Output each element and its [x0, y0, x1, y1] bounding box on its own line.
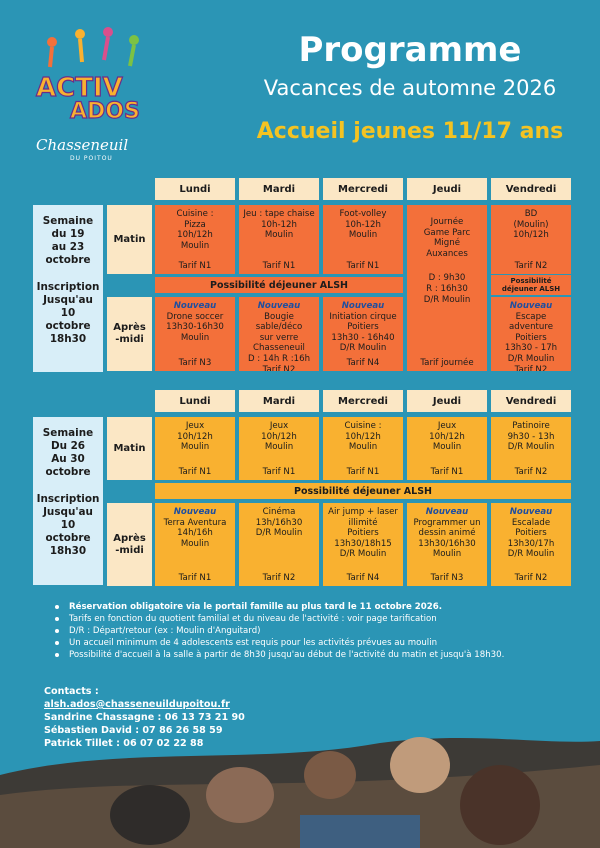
- nouveau-badge: Nouveau: [341, 301, 385, 311]
- activity-line: Terra Aventura: [163, 517, 227, 528]
- contact-person: Patrick Tillet : 06 07 02 22 88: [44, 738, 204, 749]
- week2-afternoon-activity: [155, 503, 235, 586]
- week-label-line: du 19: [51, 228, 85, 240]
- inscription-line: octobre: [45, 320, 91, 332]
- activity-line: Game Parc: [423, 227, 471, 238]
- week2-week-label: [33, 417, 103, 585]
- activity-line: sur verre: [259, 332, 299, 343]
- activity-line: Cuisine :: [176, 209, 214, 219]
- nouveau-badge: Nouveau: [173, 507, 217, 517]
- activity-tarif: Tarif N1: [178, 261, 212, 272]
- week2-lunch-band: Possibilité déjeuner ALSH: [155, 483, 571, 499]
- activity-tarif: Tarif N4: [346, 358, 380, 369]
- day-header-1: Mardi: [239, 178, 319, 200]
- activity-line: D/R Moulin: [507, 549, 555, 560]
- week1-morning-activity: [155, 205, 235, 274]
- inscription-line: Inscription: [36, 281, 100, 293]
- week2-afternoon-activity: [239, 503, 319, 586]
- week-label-line: Du 26: [50, 440, 86, 452]
- week1-morning-activity: [323, 205, 403, 274]
- activity-line: 13h30/17h: [507, 538, 555, 549]
- town-sub: DU POITOU: [70, 155, 113, 162]
- slot-line: -midi: [115, 544, 144, 556]
- activity-line: Chasseneuil: [253, 343, 305, 354]
- activity-line: Poitiers: [347, 322, 379, 333]
- activity-line: D : 9h30: [428, 273, 466, 284]
- activity-tarif: Tarif N1: [262, 261, 296, 272]
- photo-graphic: [0, 735, 600, 848]
- week1-slot-afternoon: [107, 297, 152, 371]
- week1-afternoon-activity: [155, 297, 235, 371]
- activity-line: Jeux: [185, 421, 205, 431]
- activity-line: Moulin: [432, 549, 462, 560]
- band-line: Possibilité: [510, 277, 552, 285]
- note-item: Un accueil minimum de 4 adolescents est requis pour les activités prévues au moulin: [55, 637, 595, 649]
- activity-line: Moulin: [348, 230, 378, 241]
- week2-afternoon-activity: [407, 503, 487, 586]
- day-header-2: Mercredi: [323, 178, 403, 200]
- week1-slot-morning: Matin: [107, 205, 152, 274]
- activity-line: Moulin: [432, 442, 462, 453]
- activity-line: dessin animé: [418, 528, 476, 539]
- page-tagline: Accueil jeunes 11/17 ans: [256, 119, 564, 144]
- day-header-2: Mercredi: [323, 390, 403, 412]
- activity-line: (Moulin): [513, 219, 549, 230]
- activity-line: 10h/12h: [177, 431, 213, 442]
- activity-line: illimité: [348, 517, 378, 528]
- activity-line: D/R Moulin: [507, 442, 555, 453]
- week1-morning-activity: [491, 205, 571, 274]
- contacts-heading: Contacts :: [44, 686, 99, 697]
- activity-tarif: Tarif N2: [514, 467, 548, 478]
- activity-line: D/R Moulin: [423, 294, 471, 305]
- week1-morning-activity: [239, 205, 319, 274]
- inscription-line: Inscription: [36, 493, 100, 505]
- week-label-line: octobre: [45, 466, 91, 478]
- activity-line: Bougie sable/déco: [255, 311, 303, 333]
- activity-line: Moulin: [264, 230, 294, 241]
- activity-line: Air jump + laser: [328, 507, 398, 517]
- band-line: déjeuner ALSH: [501, 285, 561, 293]
- activity-line: Poitiers: [347, 528, 379, 539]
- activity-line: D/R Moulin: [339, 549, 387, 560]
- logo-word-2: ADOS: [70, 99, 140, 124]
- activity-tarif: Tarif N1: [178, 467, 212, 478]
- week1-lunch-band: Possibilité déjeuner ALSH: [155, 277, 403, 293]
- activity-line: Poitiers: [515, 528, 547, 539]
- activity-line: Journée: [430, 217, 464, 227]
- day-header-4: Vendredi: [491, 178, 571, 200]
- activity-line: Moulin: [348, 442, 378, 453]
- activity-line: Foot-volley: [339, 209, 387, 219]
- activity-line: Poitiers: [515, 332, 547, 343]
- activity-line: D/R Moulin: [255, 528, 303, 539]
- activity-tarif: Tarif N3: [178, 358, 212, 369]
- activ-ados-logo: [30, 22, 160, 162]
- activity-line: Jeu : tape chaise: [243, 209, 315, 219]
- activity-line: 10h/12h: [261, 431, 297, 442]
- activity-line: 10h/12h: [177, 230, 213, 241]
- inscription-line: Jusqu'au: [43, 294, 93, 306]
- activity-line: Pizza: [184, 219, 206, 230]
- activity-tarif: Tarif N1: [430, 467, 464, 478]
- activity-tarif: Tarif N1: [346, 261, 380, 272]
- week1-afternoon-activity: [491, 297, 571, 371]
- week2-morning-activity: [407, 417, 487, 480]
- inscription-line: 10: [60, 307, 76, 319]
- logo-word: ACTIV: [36, 73, 123, 103]
- activity-line: Cuisine :: [344, 421, 382, 431]
- activity-tarif: Tarif N1: [178, 573, 212, 584]
- week2-slot-afternoon: [107, 503, 152, 586]
- activity-line: 9h30 - 13h: [507, 431, 555, 442]
- week2-slot-morning: Matin: [107, 417, 152, 480]
- inscription-line: Jusqu'au: [43, 506, 93, 518]
- activity-line: D/R Moulin: [339, 343, 387, 354]
- week-label-line: Semaine: [42, 427, 94, 439]
- week1-afternoon-activity: [323, 297, 403, 371]
- notes-list: [55, 601, 595, 661]
- activity-line: 10h/12h: [429, 431, 465, 442]
- activity-tarif: Tarif N3: [430, 573, 464, 584]
- week2-morning-activity: [239, 417, 319, 480]
- activity-line: 13h30 - 17h: [504, 343, 558, 354]
- activity-tarif: Tarif N1: [346, 467, 380, 478]
- activity-line: Escape adventure: [509, 311, 553, 333]
- town-name: Chasseneuil: [36, 136, 129, 154]
- activity-line: Drone soccer: [166, 311, 224, 322]
- activity-line: D/R Moulin: [507, 353, 555, 364]
- week-label-line: octobre: [45, 254, 91, 266]
- activity-line: 10h-12h: [345, 219, 381, 230]
- activity-line: Moulin: [180, 442, 210, 453]
- activity-line: Cinéma: [262, 507, 296, 517]
- activity-line: Initiation cirque: [329, 311, 397, 322]
- activity-tarif: Tarif N2: [262, 364, 296, 371]
- contact-person: Sandrine Chassagne : 06 13 73 21 90: [44, 712, 245, 723]
- slot-line: -midi: [115, 334, 144, 345]
- activity-line: 13h30 - 16h40: [331, 332, 395, 343]
- day-header-4: Vendredi: [491, 390, 571, 412]
- inscription-line: 10: [60, 519, 76, 531]
- day-header-0: Lundi: [155, 178, 235, 200]
- activity-tarif: Tarif N2: [514, 261, 548, 272]
- note-item: D/R : Départ/retour (ex : Moulin d'Anguitard): [55, 625, 595, 637]
- activity-tarif: Tarif N2: [514, 364, 548, 371]
- activity-line: Moulin: [180, 240, 210, 251]
- w1-thursday-activity: [407, 205, 487, 371]
- activity-line: BD: [524, 209, 538, 219]
- activity-tarif: Tarif N4: [346, 573, 380, 584]
- nouveau-badge: Nouveau: [509, 301, 553, 311]
- week-label-line: au 23: [51, 241, 85, 253]
- day-header-1: Mardi: [239, 390, 319, 412]
- inscription-line: 18h30: [49, 545, 87, 557]
- week-label-line: Semaine: [42, 215, 94, 227]
- week2-morning-activity: [491, 417, 571, 480]
- activity-line: D : 14h R :16h: [247, 353, 311, 364]
- note-item: Réservation obligatoire via le portail famille au plus tard le 11 octobre 2026.: [55, 601, 595, 613]
- activity-line: 13h30/18h15: [334, 538, 392, 549]
- activity-line: Moulin: [180, 538, 210, 549]
- week-label-line: Au 30: [51, 453, 85, 465]
- activity-line: 10h/12h: [345, 431, 381, 442]
- slot-line: Après: [113, 532, 146, 544]
- activity-line: Patinoire: [512, 421, 550, 431]
- day-header-3: Jeudi: [407, 390, 487, 412]
- activity-tarif: Tarif N2: [514, 573, 548, 584]
- nouveau-badge: Nouveau: [425, 507, 469, 517]
- slot-line: Après: [113, 322, 146, 333]
- activity-tarif: Tarif N2: [262, 573, 296, 584]
- nouveau-badge: Nouveau: [173, 301, 217, 311]
- day-header-3: Jeudi: [407, 178, 487, 200]
- nouveau-badge: Nouveau: [509, 507, 553, 517]
- page-title: Programme: [298, 30, 522, 70]
- activity-line: 10h/12h: [513, 230, 549, 241]
- inscription-line: 18h30: [49, 333, 87, 345]
- activity-line: Moulin: [264, 442, 294, 453]
- activity-line: Moulin: [180, 332, 210, 343]
- logo-graphic: [30, 22, 160, 162]
- activity-line: 14h/16h: [177, 528, 213, 539]
- activity-line: Jeux: [269, 421, 289, 431]
- activity-line: 13h30/16h30: [418, 538, 476, 549]
- week1-lunch-band-friday: [491, 275, 571, 295]
- week2-morning-activity: [323, 417, 403, 480]
- nouveau-badge: Nouveau: [257, 301, 301, 311]
- activity-line: R : 16h30: [426, 283, 468, 294]
- activity-line: 13h/16h30: [255, 517, 303, 528]
- activity-line: Jeux: [437, 421, 457, 431]
- activity-tarif: Tarif journée: [420, 358, 474, 369]
- contact-person: Sébastien David : 07 86 26 58 59: [44, 725, 223, 736]
- week2-afternoon-activity: [491, 503, 571, 586]
- page-subtitle: Vacances de automne 2026: [263, 76, 557, 100]
- week2-afternoon-activity: [323, 503, 403, 586]
- activity-line: 13h30-16h30: [166, 322, 224, 333]
- activity-line: Migné: [434, 238, 460, 249]
- contact-email-link[interactable]: alsh.ados@chasseneuildupoitou.fr: [44, 699, 230, 710]
- note-item: Tarifs en fonction du quotient familial et du niveau de l'activité : voir page tarification: [55, 613, 595, 625]
- inscription-line: octobre: [45, 532, 91, 544]
- activity-line: Escalade: [511, 517, 551, 528]
- activity-line: Auxances: [426, 248, 468, 259]
- week1-afternoon-activity: [239, 297, 319, 371]
- note-item: Possibilité d'accueil à la salle à partir de 8h30 jusqu'au début de l'activité du matin et jusqu'à 18h30.: [55, 649, 595, 661]
- week1-week-label: [33, 205, 103, 372]
- activity-line: Programmer un: [413, 517, 481, 528]
- activity-line: 10h-12h: [261, 219, 297, 230]
- day-header-0: Lundi: [155, 390, 235, 412]
- activity-tarif: Tarif N1: [262, 467, 296, 478]
- week2-morning-activity: [155, 417, 235, 480]
- teens-photo: [0, 735, 600, 848]
